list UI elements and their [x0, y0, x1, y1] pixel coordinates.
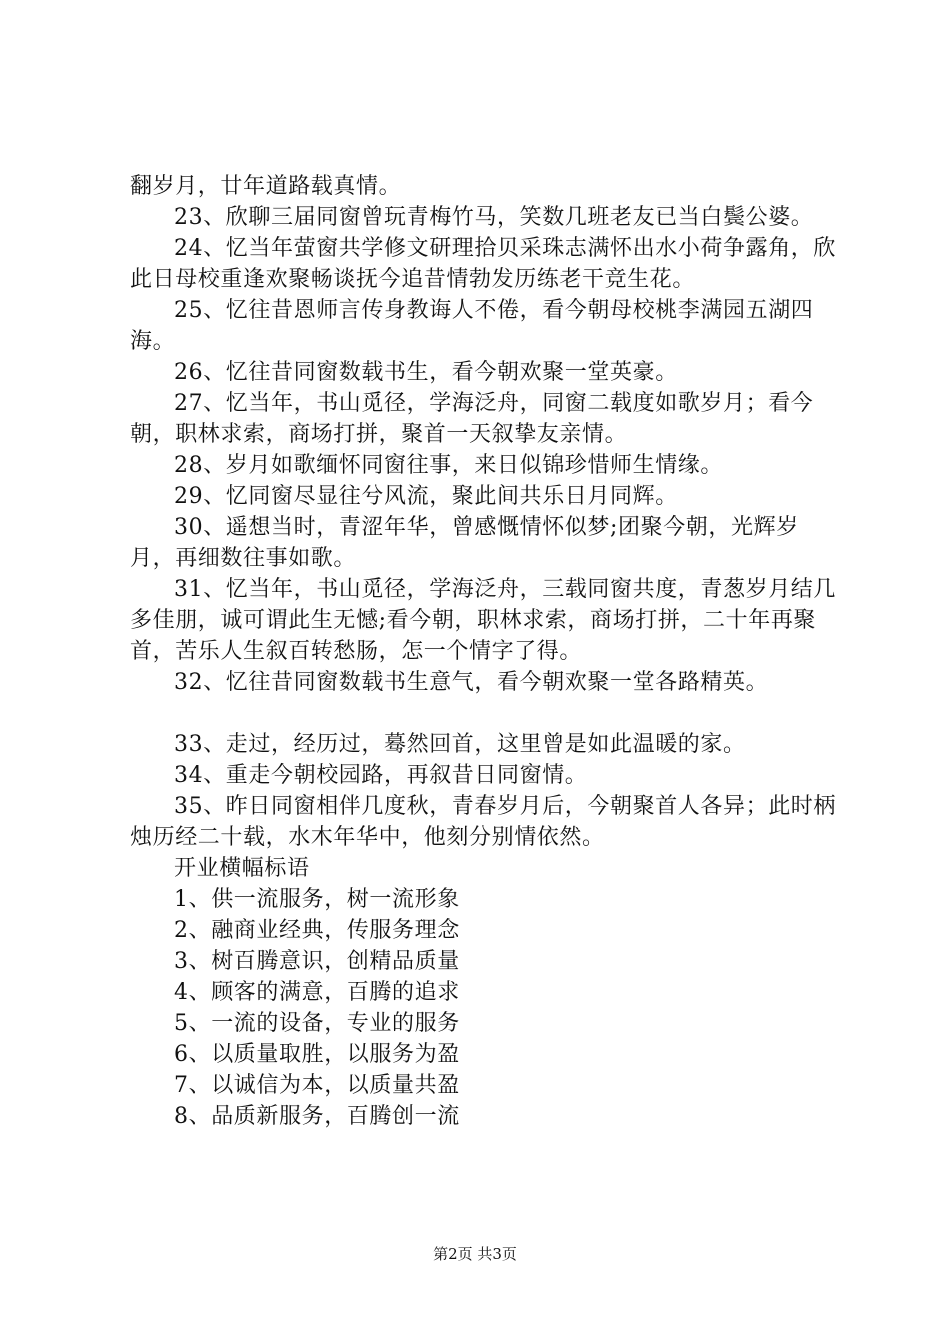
- paragraph-group-after-gap: [130, 729, 842, 1132]
- paragraph: 27、忆当年，书山觅径，学海泛舟，同窗二载度如歌岁月；看今朝，职林求索，商场打拼，聚首一天叙挚友亲情。: [130, 391, 814, 447]
- paragraph: 3、树百腾意识，创精品质量: [174, 949, 460, 974]
- paragraph: 28、岁月如歌缅怀同窗往事，来日似锦珍惜师生情缘。: [174, 453, 723, 478]
- paragraph: 开业横幅标语: [174, 856, 310, 881]
- paragraph: 8、品质新服务，百腾创一流: [174, 1104, 460, 1129]
- paragraph: 35、昨日同窗相伴几度秋，青春岁月后，今朝聚首人各异；此时柄烛历经二十载，水木年华中，他刻分别情依然。: [130, 794, 836, 850]
- paragraph: 7、以诚信为本，以质量共盈: [174, 1073, 460, 1098]
- paragraph: 1、供一流服务，树一流形象: [174, 887, 460, 912]
- paragraph: 32、忆往昔同窗数载书生意气，看今朝欢聚一堂各路精英。: [174, 670, 769, 695]
- paragraph: 6、以质量取胜，以服务为盈: [174, 1042, 460, 1067]
- paragraph-gap: [130, 698, 842, 729]
- paragraph: 25、忆往昔恩师言传身教诲人不倦，看今朝母校桃李满园五湖四海。: [130, 298, 814, 354]
- paragraph: 4、顾客的满意，百腾的追求: [174, 980, 460, 1005]
- paragraph: 26、忆往昔同窗数载书生，看今朝欢聚一堂英豪。: [174, 360, 678, 385]
- paragraph: 5、一流的设备，专业的服务: [174, 1011, 460, 1036]
- paragraph: 33、走过，经历过，蓦然回首，这里曾是如此温暖的家。: [174, 732, 746, 757]
- paragraph: 30、遥想当时，青涩年华，曾感慨情怀似梦;团聚今朝，光辉岁月，再细数往事如歌。: [130, 515, 799, 571]
- paragraph: 29、忆同窗尽显往兮风流，聚此间共乐日月同辉。: [174, 484, 678, 509]
- paragraph: 24、忆当年萤窗共学修文研理拾贝采珠志满怀出水小荷争露角，欣此日母校重逢欢聚畅谈抚今追昔情勃发历练老干竞生花。: [130, 236, 836, 292]
- paragraph: 23、欣聊三届同窗曾玩青梅竹马，笑数几班老友已当白鬓公婆。: [174, 205, 814, 230]
- paragraph: 2、融商业经典，传服务理念: [174, 918, 460, 943]
- paragraph: 31、忆当年，书山觅径，学海泛舟，三载同窗共度，青葱岁月结几多佳朋，诚可谓此生无憾;看今朝，职林求索，商场打拼，二十年再聚首，苦乐人生叙百转愁肠，怎一个情字了得。: [130, 577, 836, 664]
- document-body: [130, 171, 842, 1132]
- paragraph-group-main: [130, 171, 842, 698]
- page-number-footer: 第2页 共3页: [433, 1245, 517, 1263]
- paragraph: 34、重走今朝校园路，再叙昔日同窗情。: [174, 763, 588, 788]
- paragraph: 翻岁月，廿年道路载真情。: [130, 174, 402, 199]
